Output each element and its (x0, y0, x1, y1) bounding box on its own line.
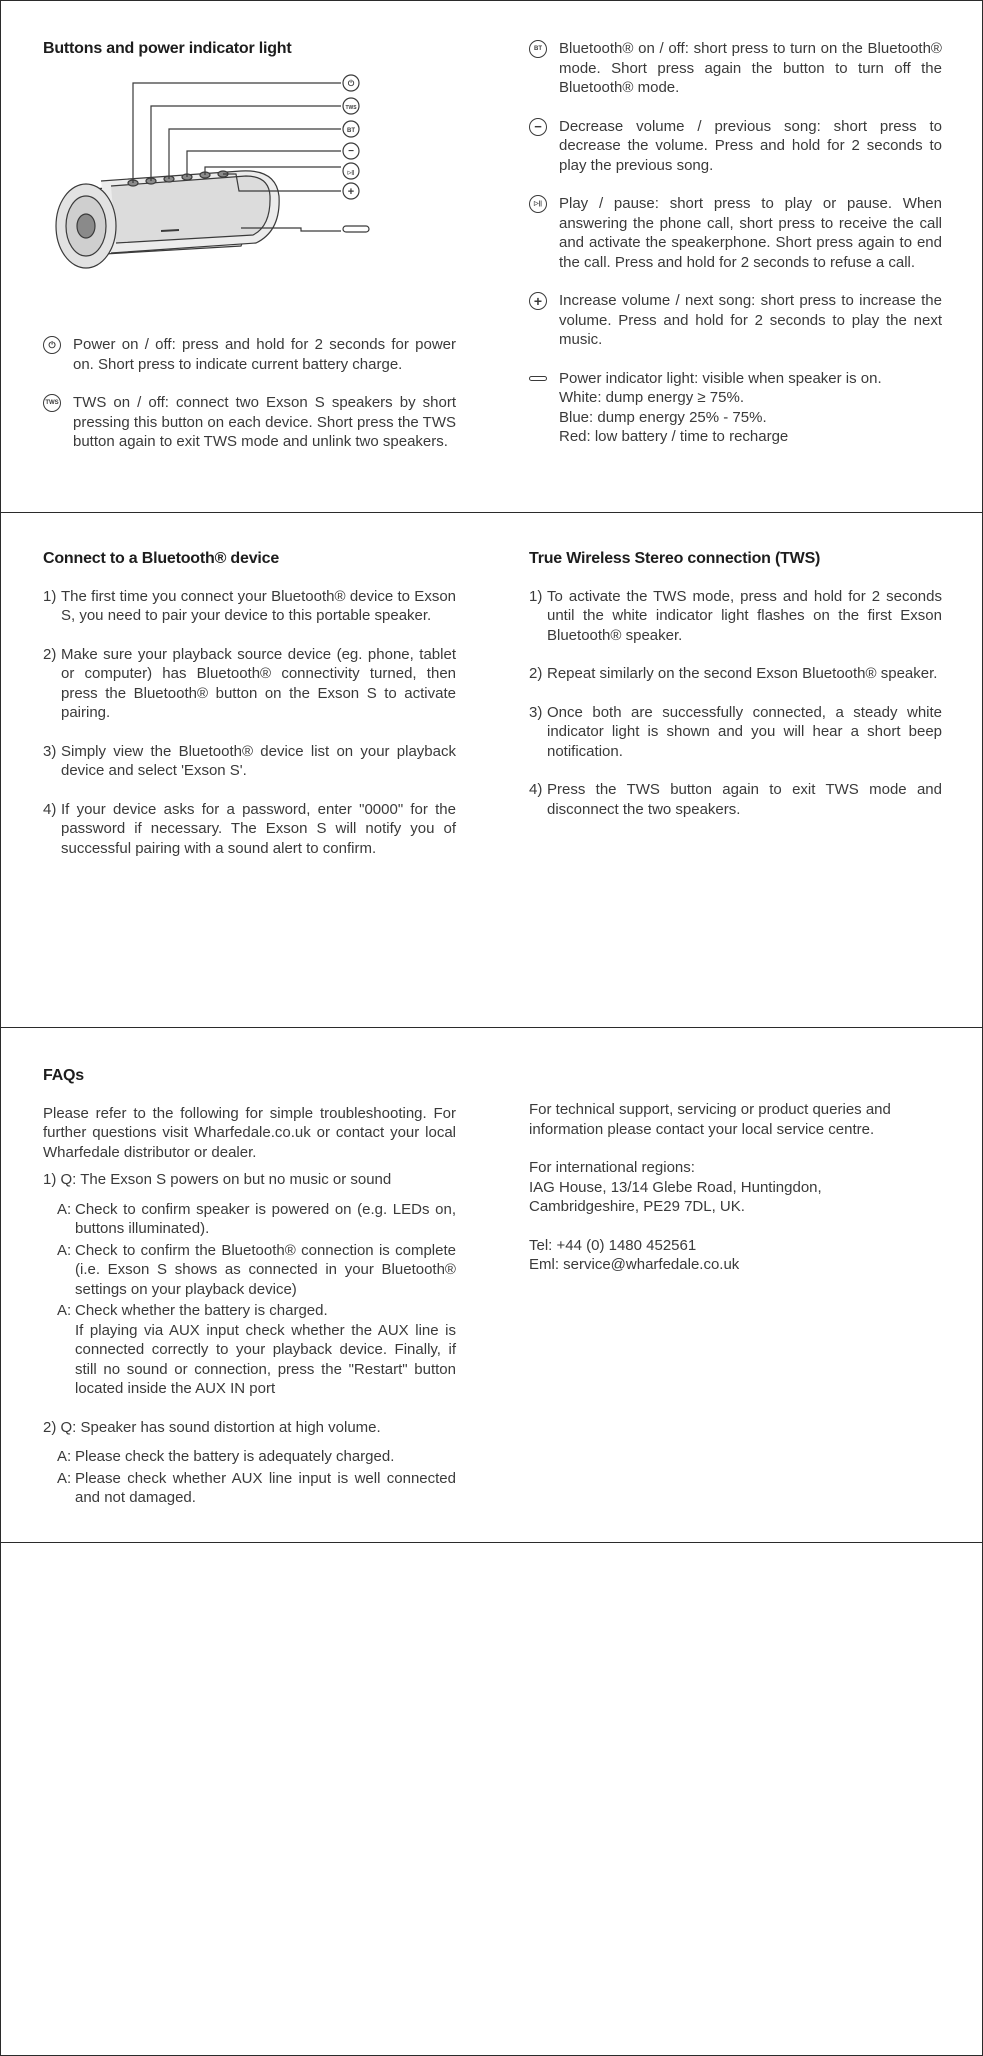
tws-step (529, 780, 942, 819)
diagram-power-symbol: ⏻ (347, 79, 355, 88)
faq-title: FAQs (43, 1067, 84, 1084)
bluetooth-step (43, 742, 456, 781)
faq-question-1: 1) Q: The Exson S powers on but no music or sound (43, 1171, 392, 1188)
step-text: Make sure your playback source device (eg. phone, tablet or computer) has Bluetooth® connectivity turned, then press the Bluetooth® button on the Exson S to activate pairing. (61, 645, 456, 721)
buttons-left-list (43, 335, 456, 471)
support-text: For technical support, servicing or product queries and information please contact your local service centre. (529, 1101, 891, 1138)
step-text: Press the TWS button again to exit TWS mode and disconnect the two speakers. (547, 781, 942, 818)
power-text: Power on / off: press and hold for 2 seconds for power on. Short press to indicate current battery charge. (73, 336, 456, 373)
indicator-light-icon (529, 376, 547, 381)
faq-intro: Please refer to the following for simple troubleshooting. For further questions visit Wharfedale.co.uk or contact your local Wharfedale distributor or dealer. (43, 1104, 456, 1161)
answer-text: Check to confirm the Bluetooth® connection is complete (i.e. Exson S shows as connected in your Bluetooth® settings on your playback device) (75, 1241, 456, 1298)
power-item (43, 335, 456, 374)
step-number: 1) (529, 587, 543, 605)
faq-answer (43, 1241, 456, 1300)
tws-text: TWS on / off: connect two Exson S speakers by short pressing this button on each device. Short press the TWS button again to exit TWS mode and unlink two speakers. (73, 394, 456, 450)
answer-text: Please check whether AUX line input is well connected and not damaged. (75, 1469, 456, 1506)
bluetooth-column (43, 549, 456, 877)
increase-volume-item (529, 291, 942, 350)
bluetooth-icon: BT (529, 40, 547, 58)
faq-answer (43, 1301, 456, 1321)
answer-label: A: (57, 1448, 72, 1465)
plus-icon: + (529, 292, 547, 310)
faq-section (1, 1028, 982, 1543)
step-number: 2) (43, 645, 57, 663)
answer-text: Check whether the battery is charged. (75, 1302, 328, 1319)
tws-icon: TWS (43, 394, 61, 412)
indicator-line-1: Power indicator light: visible when speaker is on. (559, 369, 882, 387)
speaker-diagram (41, 71, 381, 316)
increase-volume-text: Increase volume / next song: short press to increase the volume. Press and hold for 2 seconds to play the next music. (559, 292, 942, 348)
indicator-line-2: White: dump energy ≥ 75%. (559, 389, 744, 406)
telephone: Tel: +44 (0) 1480 452561 (529, 1236, 697, 1254)
tws-item (43, 393, 456, 452)
bluetooth-step (43, 587, 456, 626)
bluetooth-text: Bluetooth® on / off: short press to turn on the Bluetooth® mode. Short press again the button to turn off the Bluetooth® mode. (559, 40, 942, 96)
step-number: 3) (43, 742, 57, 760)
step-number: 4) (529, 781, 543, 798)
tws-step (529, 703, 942, 762)
faq-answer (43, 1447, 456, 1467)
diagram-minus-symbol: − (348, 146, 354, 157)
step-text: Simply view the Bluetooth® device list on your playback device and select 'Exson S'. (61, 742, 456, 779)
step-number: 1) (43, 587, 57, 605)
answer-text: Please check the battery is adequately charged. (75, 1448, 395, 1465)
intl-address-2: Cambridgeshire, PE29 7DL, UK. (529, 1198, 745, 1215)
connection-section (1, 513, 982, 1028)
answer-label: A: (57, 1241, 72, 1259)
diagram-plus-symbol: + (347, 186, 355, 198)
faq-column (43, 1066, 456, 1508)
step-text: To activate the TWS mode, press and hold for 2 seconds until the white indicator light flashes on the first Exson Bluetooth® speaker. (547, 587, 942, 644)
email: Eml: service@wharfedale.co.uk (529, 1256, 740, 1273)
bluetooth-step (43, 645, 456, 723)
step-text: If your device asks for a password, enter "0000" for the password if necessary. The Exson S will notify you of successful pairing with a sound alert to confirm. (61, 800, 456, 857)
answer-continued: If playing via AUX input check whether the AUX line is connected correctly to your playback device. Finally, if still no sound or connection, press the "Restart" button located inside the AUX IN port (75, 1321, 456, 1397)
bluetooth-item (529, 39, 942, 98)
minus-icon: − (529, 118, 547, 136)
power-icon: ⏻ (43, 336, 61, 354)
indicator-item (529, 369, 942, 447)
step-number: 2) (529, 665, 543, 682)
bluetooth-title: Connect to a Bluetooth® device (43, 550, 280, 567)
indicator-line-3: Blue: dump energy 25% - 75%. (559, 408, 767, 426)
faq-question-2: 2) Q: Speaker has sound distortion at high volume. (43, 1418, 381, 1436)
play-pause-text: Play / pause: short press to play or pause. When answering the phone call, short press to receive the call and activate the speakerphone. Short press again to end the call. Press and hold for 2 seconds to refuse a call. (559, 195, 942, 271)
answer-label: A: (57, 1200, 72, 1218)
play-pause-item (529, 194, 942, 272)
answer-text: Check to confirm speaker is powered on (e.g. LEDs on, buttons illuminated). (75, 1200, 456, 1237)
support-column (529, 1100, 942, 1275)
tws-step (529, 587, 942, 646)
diagram-play-symbol: ▷|| (347, 170, 355, 176)
buttons-section (1, 1, 982, 513)
play-pause-icon: ▷|| (529, 195, 547, 213)
step-text: The first time you connect your Bluetooth® device to Exson S, you need to pair your device to this portable speaker. (61, 587, 456, 624)
buttons-title: Buttons and power indicator light (43, 40, 292, 57)
blank-section (1, 1543, 982, 2055)
step-number: 3) (529, 703, 543, 721)
step-text: Once both are successfully connected, a steady white indicator light is shown and you will hear a short beep notification. (547, 703, 942, 760)
tws-column (529, 549, 942, 838)
answer-label: A: (57, 1469, 72, 1487)
faq-answer (43, 1200, 456, 1239)
tws-step (529, 664, 942, 684)
tws-title: True Wireless Stereo connection (TWS) (529, 550, 821, 567)
diagram-bt-symbol: BT (347, 128, 355, 134)
intl-label: For international regions: (529, 1159, 695, 1176)
intl-address-1: IAG House, 13/14 Glebe Road, Huntingdon, (529, 1178, 822, 1196)
step-number: 4) (43, 800, 57, 818)
step-text: Repeat similarly on the second Exson Bluetooth® speaker. (547, 665, 938, 682)
buttons-right-list (529, 39, 942, 466)
decrease-volume-item (529, 117, 942, 176)
bluetooth-step (43, 800, 456, 859)
indicator-text (559, 369, 942, 447)
answer-label: A: (57, 1302, 72, 1319)
faq-answer (43, 1469, 456, 1508)
indicator-line-4: Red: low battery / time to recharge (559, 428, 789, 445)
diagram-tws-symbol: TWS (345, 105, 357, 111)
decrease-volume-text: Decrease volume / previous song: short press to decrease the volume. Press and hold for 2 seconds to play the previous song. (559, 117, 942, 174)
